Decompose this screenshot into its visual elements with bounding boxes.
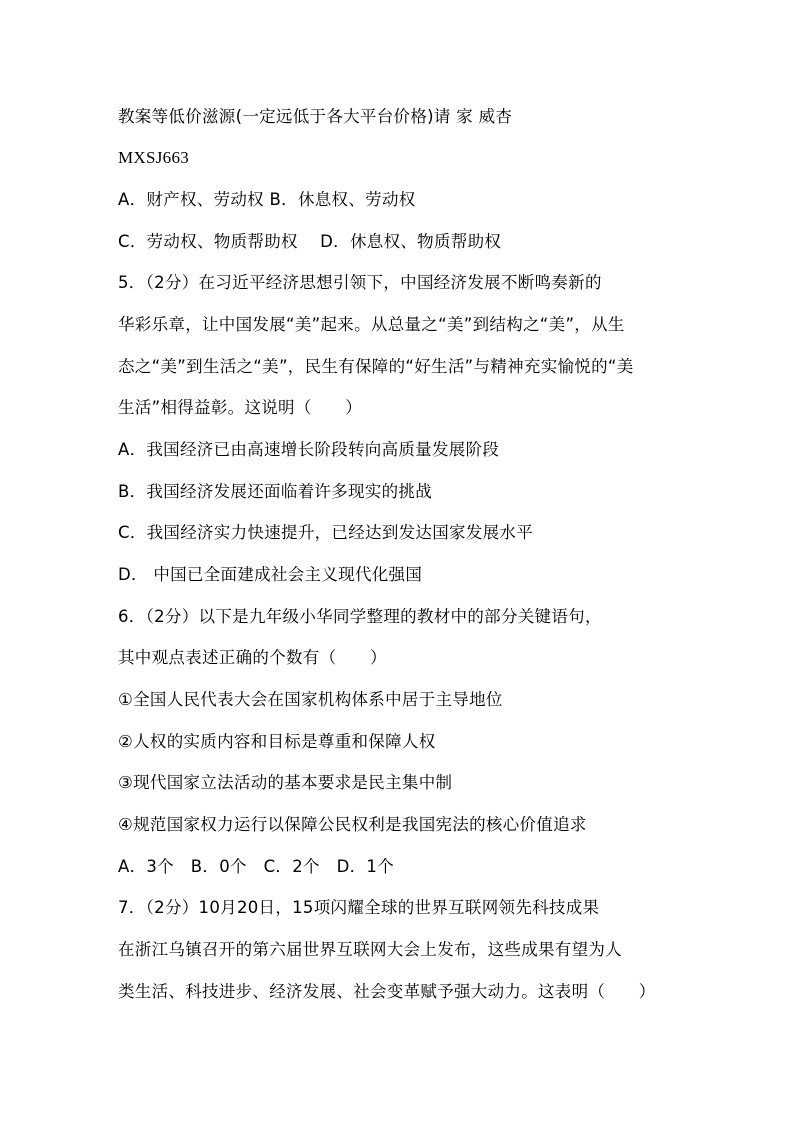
q5-stem-line-4: 生活”相得益彰。这说明（ ） [118,398,363,417]
q6-stem-line-2: 其中观点表述正确的个数有（ ） [118,648,387,667]
header-ad-line: 教案等低价滋源(一定远低于各大平台价格)请 家 威杏 [118,107,513,126]
q5-stem-line-3: 态之“美”到生活之“美”，民生有保障的“好生活”与精神充实愉悦的“美 [118,357,634,376]
q6-statement-3: ③现代国家立法活动的基本要求是民主集中制 [118,773,453,792]
q5-option-d: D． 中国已全面建成社会主义现代化强国 [118,565,423,584]
q7-stem-line-3: 类生活、科技进步、经济发展、社会变革赋予强大动力。这表明（ ） [118,982,656,1001]
q4-options-ab: A．财产权、劳动权 B．休息权、劳动权 [118,190,416,209]
q5-option-c: C．我国经济实力快速提升，已经达到发达国家发展水平 [118,523,534,542]
q7-stem-line-2: 在浙江乌镇召开的第六届世界互联网大会上发布，这些成果有望为人 [118,940,622,959]
q7-stem-line-1: 7．（2分）10月20日，15项闪耀全球的世界互联网领先科技成果 [118,898,600,917]
header-code-line: MXSJ663 [118,148,190,167]
q6-statement-1: ①全国人民代表大会在国家机构体系中居于主导地位 [118,690,503,709]
q5-stem-line-1: 5．（2分）在习近平经济思想引领下，中国经济发展不断鸣奏新的 [118,273,602,292]
q6-stem-line-1: 6．（2分）以下是九年级小华同学整理的教材中的部分关键语句， [118,607,602,626]
q6-statement-2: ②人权的实质内容和目标是尊重和保障人权 [118,732,436,751]
q5-option-b: B．我国经济发展还面临着许多现实的挑战 [118,482,433,501]
q6-statement-4: ④规范国家权力运行以保障公民权利是我国宪法的核心价值追求 [118,815,587,834]
q5-stem-line-2: 华彩乐章，让中国发展“美”起来。从总量之“美”到结构之“美”，从生 [118,315,625,334]
q6-options: A．3个 B．0个 C．2个 D．1个 [118,857,395,876]
q5-option-a: A．我国经济已由高速增长阶段转向高质量发展阶段 [118,440,500,459]
q4-options-cd: C．劳动权、物质帮助权 D．休息权、物质帮助权 [118,232,502,251]
